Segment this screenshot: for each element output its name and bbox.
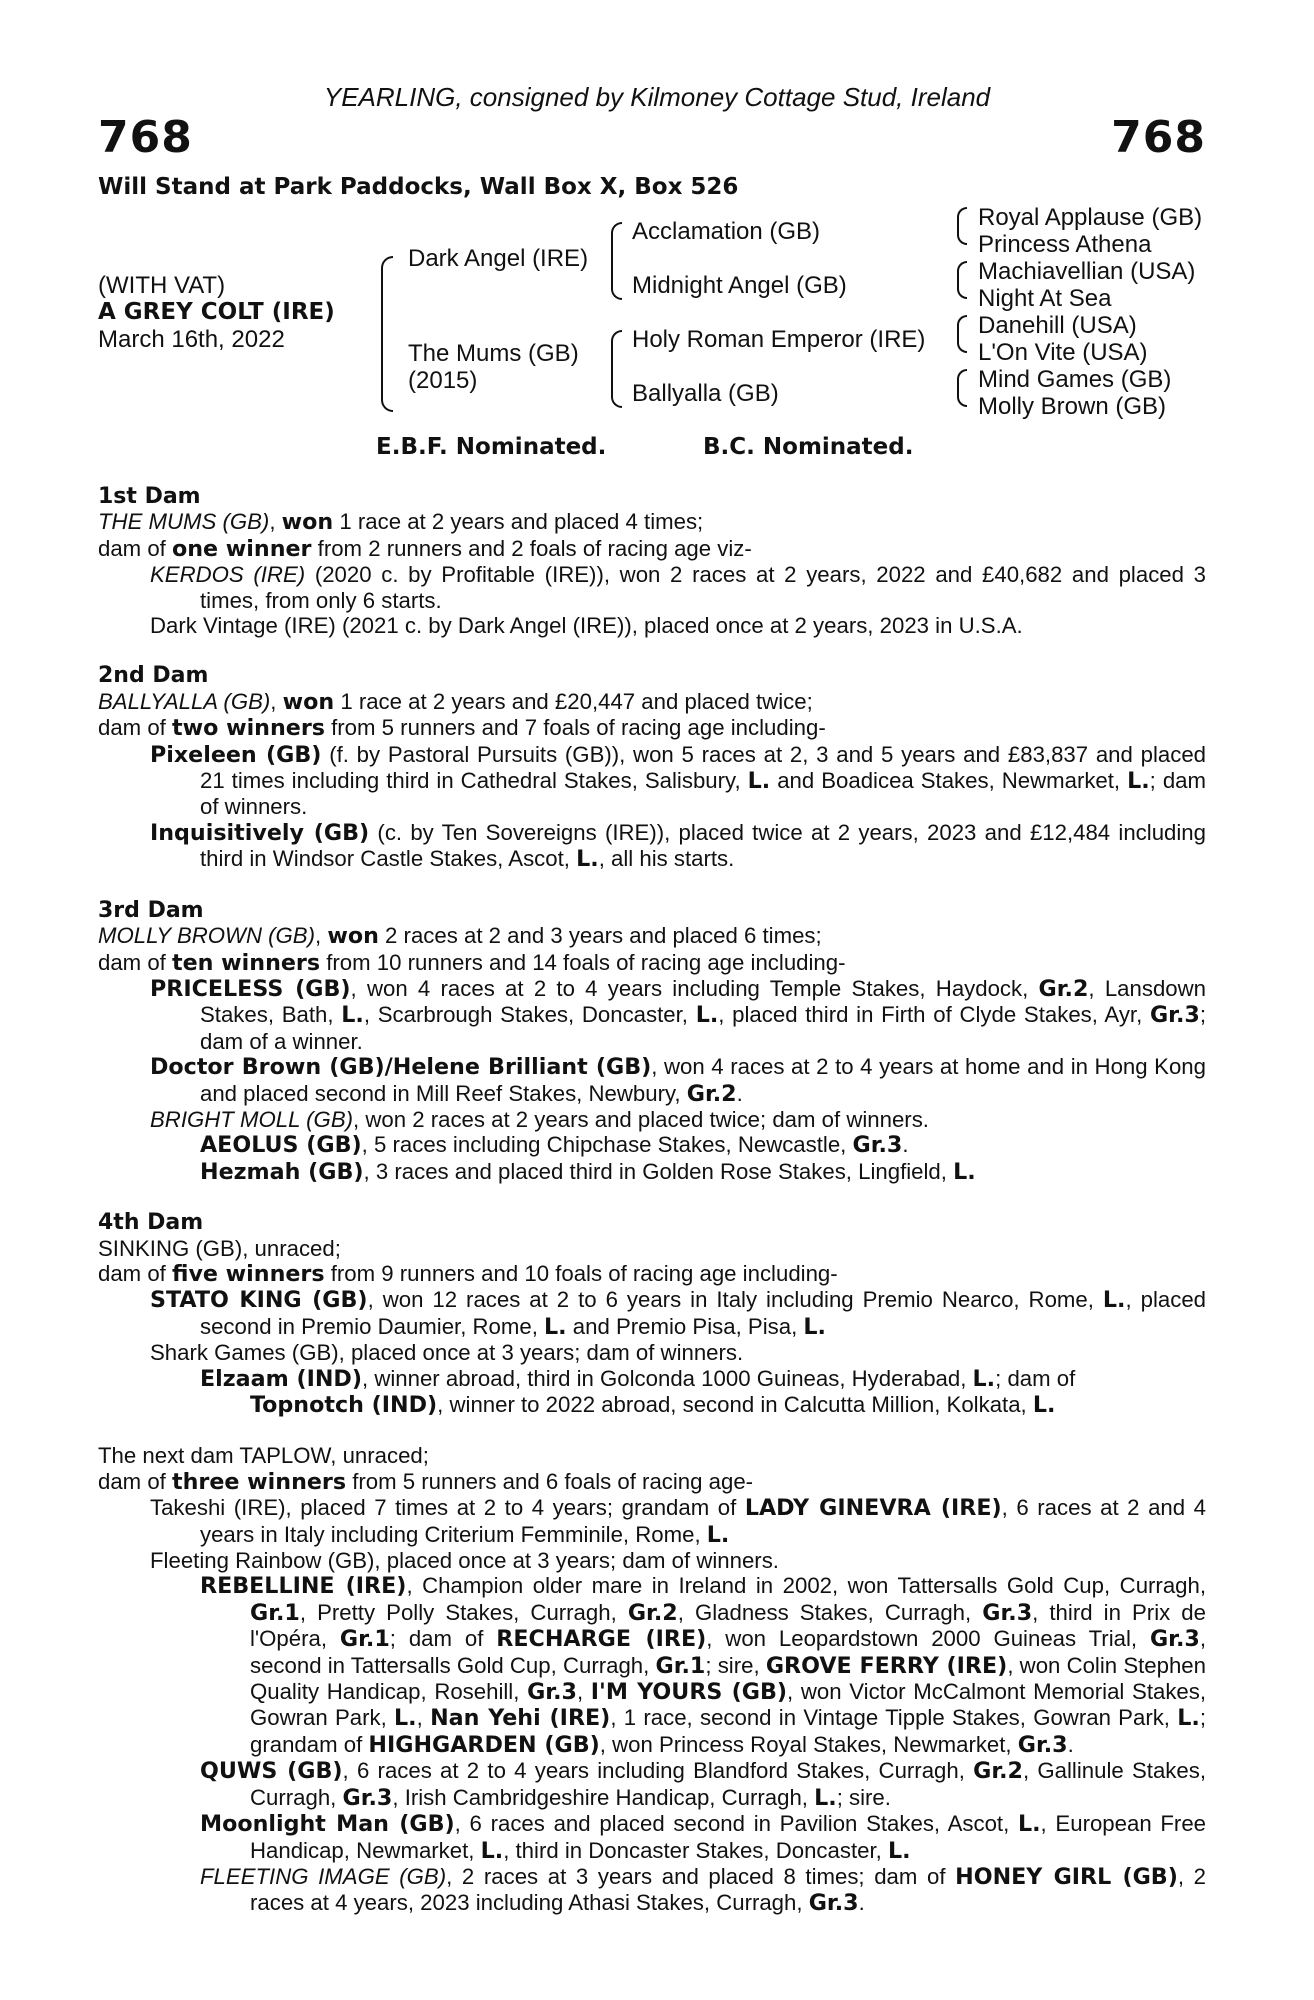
- ebf-nomination: E.B.F. Nominated.: [376, 434, 607, 460]
- ancestor-4: Night At Sea: [978, 285, 1112, 312]
- produce-summary: dam of two winners from 5 runners and 7 foals of racing age including-: [98, 715, 826, 742]
- produce-entry: Fleeting Rainbow (GB), placed once at 3 years; dam of winners.: [150, 1548, 779, 1574]
- ancestor-3: Machiavellian (USA): [978, 258, 1196, 285]
- grandproduce-entry: Hezmah (GB), 3 races and placed third in Golden Rose Stakes, Lingfield, L.: [200, 1158, 976, 1185]
- lot-number-right: 768: [1111, 112, 1206, 163]
- produce-entry: BRIGHT MOLL (GB), won 2 races at 2 years and placed twice; dam of winners.: [150, 1106, 929, 1132]
- bc-nomination: B.C. Nominated.: [703, 434, 914, 460]
- produce-summary: dam of three winners from 5 runners and 6 foals of racing age-: [98, 1468, 754, 1495]
- brace-g2: [957, 261, 967, 299]
- produce-entry: STATO KING (GB), won 12 races at 2 to 6 years in Italy including Premio Nearco, Rome, L., placed second in Premio Daumier, Rome, L. and Premio Pisa, Pisa, L.: [150, 1287, 1206, 1340]
- grandproduce-entry: Moonlight Man (GB), 6 races and placed second in Pavilion Stakes, Ascot, L., European Free Handicap, Newmarket, L., third in Doncaster Stakes, Doncaster, L.: [200, 1811, 1206, 1864]
- ancestor-8: Molly Brown (GB): [978, 393, 1167, 420]
- grandproduce-entry: QUWS (GB), 6 races at 2 to 4 years including Blandford Stakes, Curragh, Gr.2, Gallinule Stakes, Curragh, Gr.3, Irish Cambridgeshire Handicap, Curragh, L.; sire.: [200, 1758, 1206, 1811]
- grandproduce-entry: FLEETING IMAGE (GB), 2 races at 3 years and placed 8 times; dam of HONEY GIRL (GB), 2 races at 4 years, 2023 including Athasi Stakes, Curragh, Gr.3.: [200, 1863, 1207, 1917]
- sire-dam: Midnight Angel (GB): [632, 272, 847, 299]
- third-dam-section: [98, 898, 1206, 1185]
- ancestor-1: Royal Applause (GB): [978, 204, 1203, 231]
- produce-entry: Shark Games (GB), placed once at 3 years; dam of winners.: [150, 1340, 744, 1366]
- ancestor-7: Mind Games (GB): [978, 366, 1172, 393]
- ancestor-5: Danehill (USA): [978, 312, 1137, 339]
- produce-summary: dam of ten winners from 10 runners and 14 foals of racing age including-: [98, 949, 846, 976]
- produce-entry: PRICELESS (GB), won 4 races at 2 to 4 years including Temple Stakes, Haydock, Gr.2, Lansdown Stakes, Bath, L., Scarbrough Stakes, Doncaster, L., placed third in Firth of Clyde Stakes, Ayr, Gr.3; dam of a winner.: [150, 975, 1206, 1054]
- produce-entry: Takeshi (IRE), placed 7 times at 2 to 4 years; grandam of LADY GINEVRA (IRE), 6 races at 2 and 4 years in Italy including Criterium Femminile, Rome, L.: [150, 1495, 1206, 1548]
- brace-dam: [611, 330, 622, 408]
- ancestor-6: L'On Vite (USA): [978, 339, 1148, 366]
- produce-entry: Dark Vintage (IRE) (2021 c. by Dark Angel (IRE)), placed once at 2 years, 2023 in U.S.A.: [150, 613, 1023, 639]
- section-heading: 1st Dam: [98, 484, 201, 509]
- dam-name: The Mums (GB): [408, 340, 579, 367]
- brace-sire: [611, 222, 622, 300]
- dam-summary: THE MUMS (GB), won 1 race at 2 years and placed 4 times;: [98, 509, 704, 536]
- produce-entry: Inquisitively (GB) (c. by Ten Sovereigns (IRE)), placed twice at 2 years, 2023 and £12,484 including third in Windsor Castle Stakes, Ascot, L., all his starts.: [150, 819, 1206, 873]
- brace-g1: [957, 207, 967, 245]
- section-heading: 4th Dam: [98, 1210, 204, 1236]
- fourth-dam-section: [98, 1210, 1206, 1418]
- grandproduce-entry: Elzaam (IND), winner abroad, third in Golconda 1000 Guineas, Hyderabad, L.; dam of: [200, 1365, 1076, 1392]
- pedigree-notes: [98, 484, 1206, 1942]
- produce-entry: Doctor Brown (GB)/Helene Brilliant (GB), won 4 races at 2 to 4 years at home and in Hong Kong and placed second in Mill Reef Stakes, Newbury, Gr.2.: [150, 1054, 1206, 1107]
- brace-g4: [957, 369, 967, 407]
- produce-entry: KERDOS (IRE) (2020 c. by Profitable (IRE)), won 2 races at 2 years, 2022 and £40,682 and placed 3 times, from only 6 starts.: [150, 562, 1206, 613]
- stand-location: Will Stand at Park Paddocks, Wall Box X, Box 526: [98, 174, 739, 200]
- vat-note: (WITH VAT): [98, 272, 226, 299]
- section-heading: 3rd Dam: [98, 897, 204, 923]
- foaling-date: March 16th, 2022: [98, 326, 285, 353]
- sire: Dark Angel (IRE): [408, 245, 589, 272]
- dam-sire: Holy Roman Emperor (IRE): [632, 326, 926, 353]
- second-dam-section: [98, 663, 1206, 872]
- produce-entry: Pixeleen (GB) (f. by Pastoral Pursuits (GB)), won 5 races at 2, 3 and 5 years and £83,837 and placed 21 times including third in Cathedral Stakes, Salisbury, L. and Boadicea Stakes, Newmarket, L.; dam of winners.: [150, 741, 1207, 820]
- ancestor-2: Princess Athena: [978, 231, 1152, 258]
- lot-number-left: 768: [98, 112, 193, 163]
- dam-summary: SINKING (GB), unraced;: [98, 1235, 341, 1261]
- grandproduce-entry: REBELLINE (IRE), Champion older mare in Ireland in 2002, won Tattersalls Gold Cup, Curragh, Gr.1, Pretty Polly Stakes, Curragh, Gr.2, Gladness Stakes, Curragh, Gr.3, third in Prix de l'Opéra, Gr.1; dam of RECHARGE (IRE), won Leopardstown 2000 Guineas Trial, Gr.3, second in Tattersalls Gold Cup, Curragh, Gr.1; sire, GROVE FERRY (IRE), won Colin Stephen Quality Handicap, Rosehill, Gr.3, I'M YOURS (GB), won Victor McCalmont Memorial Stakes, Gowran Park, L., Nan Yehi (IRE), 1 race, second in Vintage Tipple Stakes, Gowran Park, L.; grandam of HIGHGARDEN (GB), won Princess Royal Stakes, Newmarket, Gr.3.: [200, 1573, 1207, 1758]
- dam-summary: BALLYALLA (GB), won 1 race at 2 years and £20,447 and placed twice;: [98, 688, 813, 715]
- dam-year: (2015): [408, 367, 478, 394]
- sire-sire: Acclamation (GB): [632, 218, 821, 245]
- great-grandproduce-entry: Topnotch (IND), winner to 2022 abroad, second in Calcutta Million, Kolkata, L.: [250, 1392, 1056, 1418]
- produce-summary: dam of one winner from 2 runners and 2 foals of racing age viz-: [98, 535, 752, 562]
- lot-title: A GREY COLT (IRE): [98, 299, 335, 325]
- dam-dam: Ballyalla (GB): [632, 380, 779, 407]
- consignment-line: YEARLING, consigned by Kilmoney Cottage Stud, Ireland: [323, 82, 991, 112]
- dam-summary: The next dam TAPLOW, unraced;: [98, 1443, 429, 1469]
- next-dam-section: [98, 1443, 1206, 1916]
- grandproduce-entry: AEOLUS (GB), 5 races including Chipchase Stakes, Newcastle, Gr.3.: [200, 1132, 909, 1159]
- produce-summary: dam of five winners from 9 runners and 10 foals of racing age including-: [98, 1260, 838, 1287]
- first-dam-section: [98, 484, 1206, 638]
- brace-g3: [957, 315, 967, 353]
- dam-summary: MOLLY BROWN (GB), won 2 races at 2 and 3 years and placed 6 times;: [98, 923, 822, 950]
- section-heading: 2nd Dam: [98, 663, 209, 689]
- brace-main: [381, 256, 393, 412]
